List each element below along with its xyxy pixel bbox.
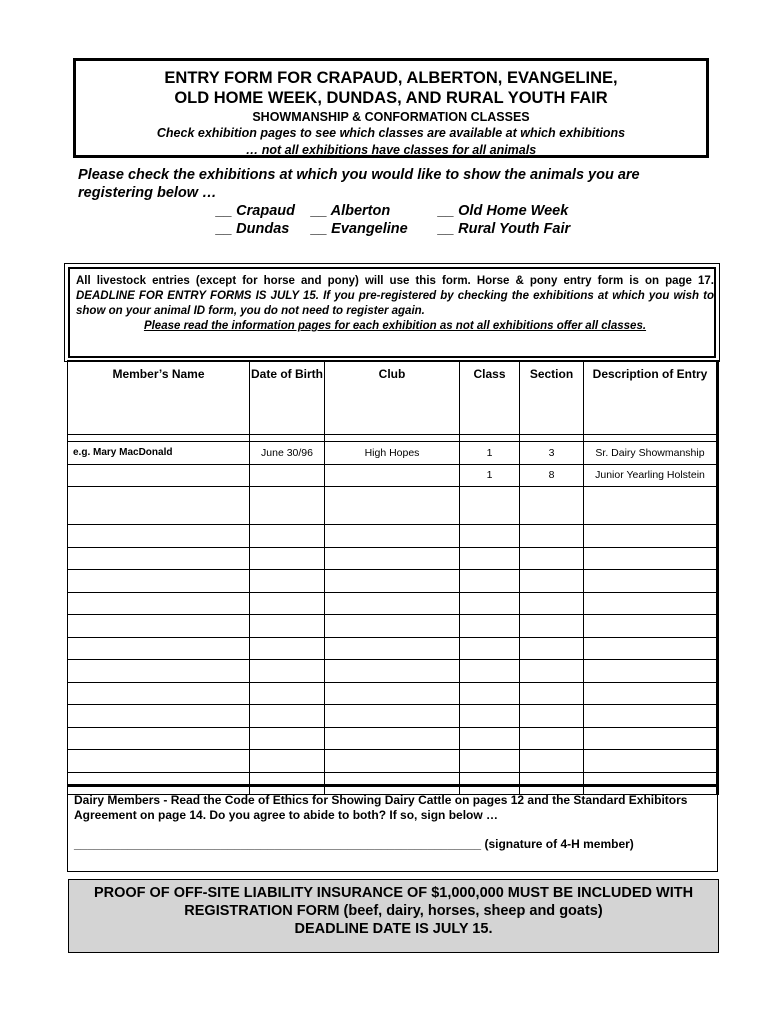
form-title-line1: ENTRY FORM FOR CRAPAUD, ALBERTON, EVANGELINE, bbox=[164, 69, 618, 87]
form-subtitle: SHOWMANSHIP & CONFORMATION CLASSES bbox=[252, 110, 530, 124]
col-member-name: Member’s Name bbox=[68, 361, 250, 435]
cell-description[interactable] bbox=[584, 660, 718, 683]
cell-description[interactable]: Sr. Dairy Showmanship bbox=[584, 442, 718, 465]
cell-member-name[interactable] bbox=[68, 705, 250, 728]
form-title-line2: OLD HOME WEEK, DUNDAS, AND RURAL YOUTH FAIR bbox=[174, 89, 608, 107]
cell-member-name[interactable] bbox=[68, 660, 250, 683]
cell-date-of-birth[interactable] bbox=[250, 637, 325, 660]
form-title-box bbox=[73, 58, 709, 158]
signature-label: (signature of 4-H member) bbox=[481, 837, 634, 851]
cell-class[interactable]: 1 bbox=[460, 442, 520, 465]
table-row bbox=[68, 442, 718, 465]
cell-section[interactable] bbox=[520, 525, 584, 548]
cell-member-name[interactable] bbox=[68, 570, 250, 593]
notice-part2: DEADLINE FOR ENTRY FORMS IS JULY 15. If you pre-registered by checking the exhibitions at which you wish to show on your animal ID form, you do not need to register again. bbox=[76, 290, 714, 317]
cell-description[interactable]: Junior Yearling Holstein bbox=[584, 464, 718, 487]
cell-class[interactable] bbox=[460, 615, 520, 638]
table-header-row bbox=[68, 361, 718, 435]
exhibition-prompt bbox=[78, 166, 718, 202]
cell-club[interactable] bbox=[325, 727, 460, 750]
cell-member-name[interactable] bbox=[68, 525, 250, 548]
option-evangeline[interactable]: __ Evangeline bbox=[311, 221, 408, 237]
entries-table bbox=[67, 360, 719, 795]
table-row bbox=[68, 660, 718, 683]
cell-member-name[interactable] bbox=[68, 727, 250, 750]
cell-description[interactable] bbox=[584, 592, 718, 615]
table-row bbox=[68, 592, 718, 615]
cell-club[interactable] bbox=[325, 487, 460, 525]
cell-description[interactable] bbox=[584, 487, 718, 525]
cell-club[interactable] bbox=[325, 637, 460, 660]
table-row bbox=[68, 727, 718, 750]
cell-date-of-birth[interactable] bbox=[250, 682, 325, 705]
cell-section[interactable] bbox=[520, 727, 584, 750]
table-row bbox=[68, 547, 718, 570]
cell-date-of-birth[interactable] bbox=[250, 750, 325, 773]
cell-class[interactable]: 1 bbox=[460, 464, 520, 487]
cell-date-of-birth[interactable] bbox=[250, 592, 325, 615]
cell-club[interactable] bbox=[325, 705, 460, 728]
cell-club[interactable] bbox=[325, 615, 460, 638]
cell-class[interactable] bbox=[460, 727, 520, 750]
exhibition-prompt-line1: Please check the exhibitions at which you would like to show the animals you are bbox=[78, 167, 640, 183]
cell-club[interactable] bbox=[325, 592, 460, 615]
cell-club[interactable] bbox=[325, 547, 460, 570]
cell-member-name[interactable] bbox=[68, 615, 250, 638]
cell-date-of-birth[interactable] bbox=[250, 615, 325, 638]
cell-member-name[interactable] bbox=[68, 464, 250, 487]
cell-class[interactable] bbox=[460, 750, 520, 773]
cell-description[interactable] bbox=[584, 682, 718, 705]
cell-member-name[interactable] bbox=[68, 637, 250, 660]
cell-section[interactable]: 3 bbox=[520, 442, 584, 465]
cell-date-of-birth[interactable] bbox=[250, 727, 325, 750]
cell-member-name[interactable] bbox=[68, 682, 250, 705]
option-old-home-week[interactable]: __ Old Home Week bbox=[438, 203, 569, 219]
cell-class[interactable] bbox=[460, 592, 520, 615]
cell-section[interactable] bbox=[520, 615, 584, 638]
cell-club[interactable] bbox=[325, 464, 460, 487]
cell-club[interactable] bbox=[325, 750, 460, 773]
cell-section[interactable] bbox=[520, 570, 584, 593]
cell-description[interactable] bbox=[584, 750, 718, 773]
cell-date-of-birth[interactable] bbox=[250, 547, 325, 570]
insurance-notice-box bbox=[68, 879, 719, 953]
cell-date-of-birth[interactable] bbox=[250, 525, 325, 548]
option-alberton[interactable]: __ Alberton bbox=[311, 203, 391, 219]
table-row bbox=[68, 750, 718, 773]
table-row bbox=[68, 487, 718, 525]
cell-description[interactable] bbox=[584, 637, 718, 660]
cell-class[interactable] bbox=[460, 547, 520, 570]
cell-class[interactable] bbox=[460, 570, 520, 593]
cell-description[interactable] bbox=[584, 727, 718, 750]
option-rural-youth-fair[interactable]: __ Rural Youth Fair bbox=[438, 221, 571, 237]
col-club: Club bbox=[325, 361, 460, 435]
cell-section[interactable] bbox=[520, 660, 584, 683]
table-row bbox=[68, 705, 718, 728]
cell-section[interactable] bbox=[520, 547, 584, 570]
signature-row bbox=[74, 837, 634, 851]
table-row bbox=[68, 525, 718, 548]
cell-class[interactable] bbox=[460, 705, 520, 728]
option-dundas[interactable]: __ Dundas bbox=[216, 221, 290, 237]
cell-member-name[interactable] bbox=[68, 547, 250, 570]
dairy-agreement-box bbox=[67, 784, 718, 872]
cell-class[interactable] bbox=[460, 637, 520, 660]
notice-text bbox=[76, 274, 714, 334]
cell-class[interactable] bbox=[460, 487, 520, 525]
form-note-line1: Check exhibition pages to see which classes are available at which exhibitions bbox=[156, 126, 626, 140]
cell-date-of-birth[interactable] bbox=[250, 705, 325, 728]
table-row bbox=[68, 570, 718, 593]
cell-class[interactable] bbox=[460, 525, 520, 548]
cell-section[interactable]: 8 bbox=[520, 464, 584, 487]
form-note-line2: … not all exhibitions have classes for all animals bbox=[245, 143, 537, 157]
cell-date-of-birth[interactable] bbox=[250, 570, 325, 593]
insurance-line1: PROOF OF OFF-SITE LIABILITY INSURANCE OF $1,000,000 MUST BE INCLUDED WITH bbox=[93, 885, 694, 901]
exhibition-prompt-line2: registering below … bbox=[78, 185, 217, 201]
cell-member-name[interactable] bbox=[68, 750, 250, 773]
cell-description[interactable] bbox=[584, 615, 718, 638]
signature-field[interactable]: _____________________________________________________________ bbox=[74, 837, 482, 851]
cell-description[interactable] bbox=[584, 570, 718, 593]
cell-class[interactable] bbox=[460, 682, 520, 705]
cell-member-name[interactable] bbox=[68, 592, 250, 615]
cell-club[interactable]: High Hopes bbox=[325, 442, 460, 465]
cell-date-of-birth[interactable] bbox=[250, 660, 325, 683]
table-row bbox=[68, 615, 718, 638]
cell-section[interactable] bbox=[520, 637, 584, 660]
cell-description[interactable] bbox=[584, 705, 718, 728]
cell-date-of-birth[interactable]: June 30/96 bbox=[250, 442, 325, 465]
cell-section[interactable] bbox=[520, 705, 584, 728]
cell-date-of-birth[interactable] bbox=[250, 464, 325, 487]
cell-club[interactable] bbox=[325, 660, 460, 683]
cell-class[interactable] bbox=[460, 660, 520, 683]
cell-section[interactable] bbox=[520, 682, 584, 705]
insurance-line3: DEADLINE DATE IS JULY 15. bbox=[294, 921, 493, 937]
cell-date-of-birth[interactable] bbox=[250, 487, 325, 525]
option-crapaud[interactable]: __ Crapaud bbox=[216, 203, 295, 219]
insurance-line2: REGISTRATION FORM (beef, dairy, horses, sheep and goats) bbox=[184, 903, 603, 919]
cell-club[interactable] bbox=[325, 682, 460, 705]
cell-description[interactable] bbox=[584, 547, 718, 570]
col-description: Description of Entry bbox=[584, 361, 718, 435]
table-row bbox=[68, 464, 718, 487]
table-row bbox=[68, 637, 718, 660]
cell-club[interactable] bbox=[325, 570, 460, 593]
cell-club[interactable] bbox=[325, 525, 460, 548]
cell-member-name[interactable]: e.g. Mary MacDonald bbox=[68, 442, 250, 465]
col-class: Class bbox=[460, 361, 520, 435]
notice-part3: Please read the information pages for each exhibition as not all exhibitions offer all classes. bbox=[143, 320, 647, 332]
cell-section[interactable] bbox=[520, 592, 584, 615]
table-row bbox=[68, 682, 718, 705]
notice-part1: All livestock entries (except for horse and pony) will use this form. Horse & pony entry form is on page 17. bbox=[76, 275, 714, 287]
cell-section[interactable] bbox=[520, 487, 584, 525]
col-section: Section bbox=[520, 361, 584, 435]
col-date-of-birth: Date of Birth bbox=[250, 361, 325, 435]
cell-member-name[interactable] bbox=[68, 487, 250, 525]
cell-section[interactable] bbox=[520, 750, 584, 773]
cell-description[interactable] bbox=[584, 525, 718, 548]
dairy-agreement-text: Dairy Members - Read the Code of Ethics for Showing Dairy Cattle on pages 12 and the Standard Exhibitors Agreement on page 14. Do you agree to abide to both? If so, sign below … bbox=[74, 793, 688, 822]
